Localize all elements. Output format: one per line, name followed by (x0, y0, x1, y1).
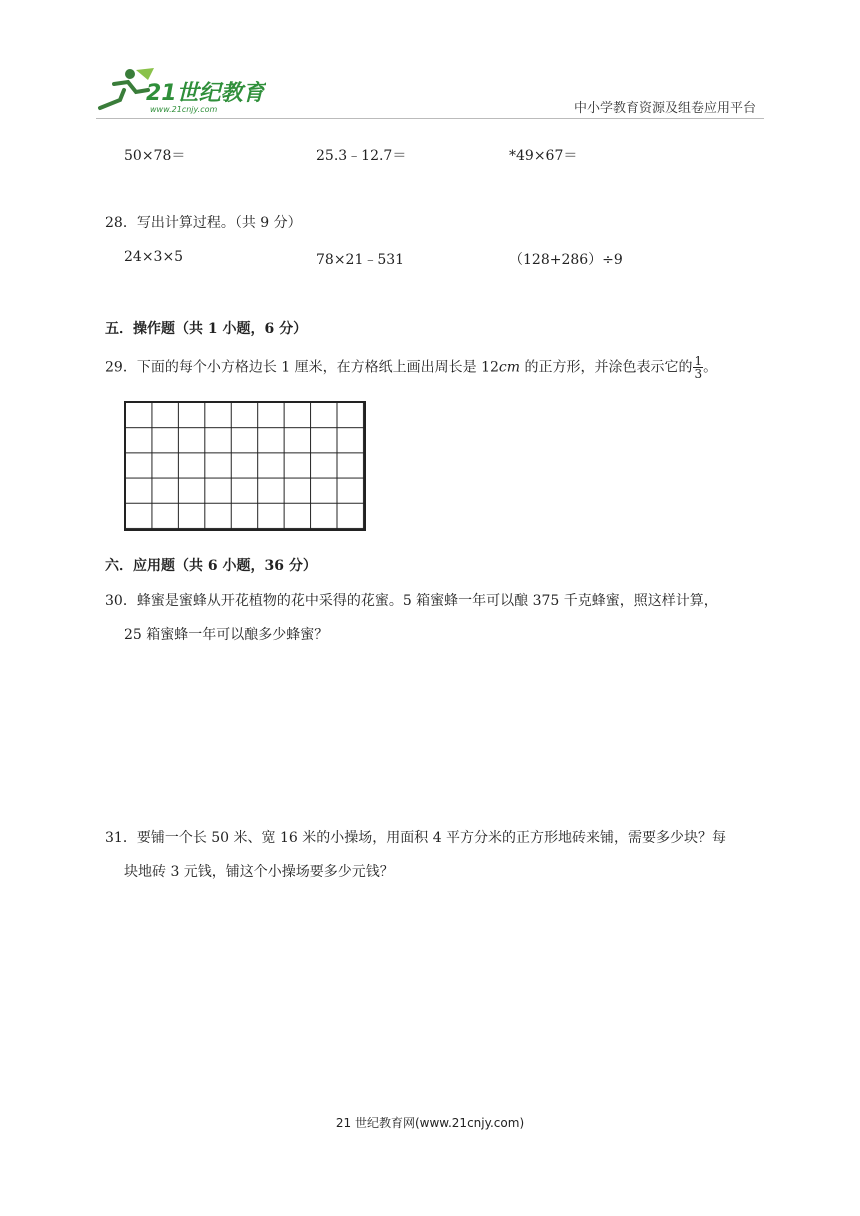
header-divider (96, 118, 764, 119)
svg-text:21世纪教育: 21世纪教育 (146, 81, 265, 106)
site-logo (96, 64, 266, 116)
fraction-denominator: 3 (694, 367, 703, 381)
calc-item-3: *49×67＝ (509, 148, 578, 164)
q28-item-2: 78×21﹣531 (316, 252, 405, 268)
question-28-title: 28．写出计算过程。（共 9 分） (105, 215, 302, 231)
grid-paper (124, 401, 366, 531)
calc-item-2: 25.3﹣12.7＝ (316, 148, 407, 164)
q28-item-1: 24×3×5 (124, 249, 184, 265)
q29-text-part1: 29．下面的每个小方格边长 1 厘米，在方格纸上画出周长是 12 (105, 359, 499, 376)
q28-item-3: （128+286）÷9 (509, 252, 623, 268)
question-31-line2: 块地砖 3 元钱，铺这个小操场要多少元钱？ (124, 864, 394, 880)
q29-unit: cm (498, 359, 521, 376)
section-6-heading: 六．应用题（共 6 小题，36 分） (105, 558, 317, 574)
question-31-line1: 31．要铺一个长 50 米、宽 16 米的小操场，用面积 4 平方分米的正方形地砖来铺，需要多少块？每 (105, 830, 727, 846)
fraction-numerator: 1 (694, 354, 703, 368)
calc-item-1: 50×78＝ (124, 148, 186, 164)
svg-text:www.21cnjy.com: www.21cnjy.com (150, 105, 218, 114)
fraction-one-third (693, 355, 703, 380)
question-30-line2: 25 箱蜜蜂一年可以酿多少蜂蜜？ (124, 627, 329, 643)
page-footer: 21 世纪教育网(www.21cnjy.com) (335, 1116, 525, 1130)
question-29-text (105, 355, 717, 380)
q29-period: 。 (703, 359, 718, 376)
platform-name: 中小学教育资源及组卷应用平台 (573, 101, 756, 116)
q29-text-part2: 的正方形，并涂色表示它的 (520, 359, 693, 376)
question-30-line1: 30．蜂蜜是蜜蜂从开花植物的花中采得的花蜜。5 箱蜜蜂一年可以酿 375 千克蜂蜜，照这样计算， (105, 593, 718, 609)
section-5-heading: 五．操作题（共 1 小题，6 分） (105, 321, 308, 337)
